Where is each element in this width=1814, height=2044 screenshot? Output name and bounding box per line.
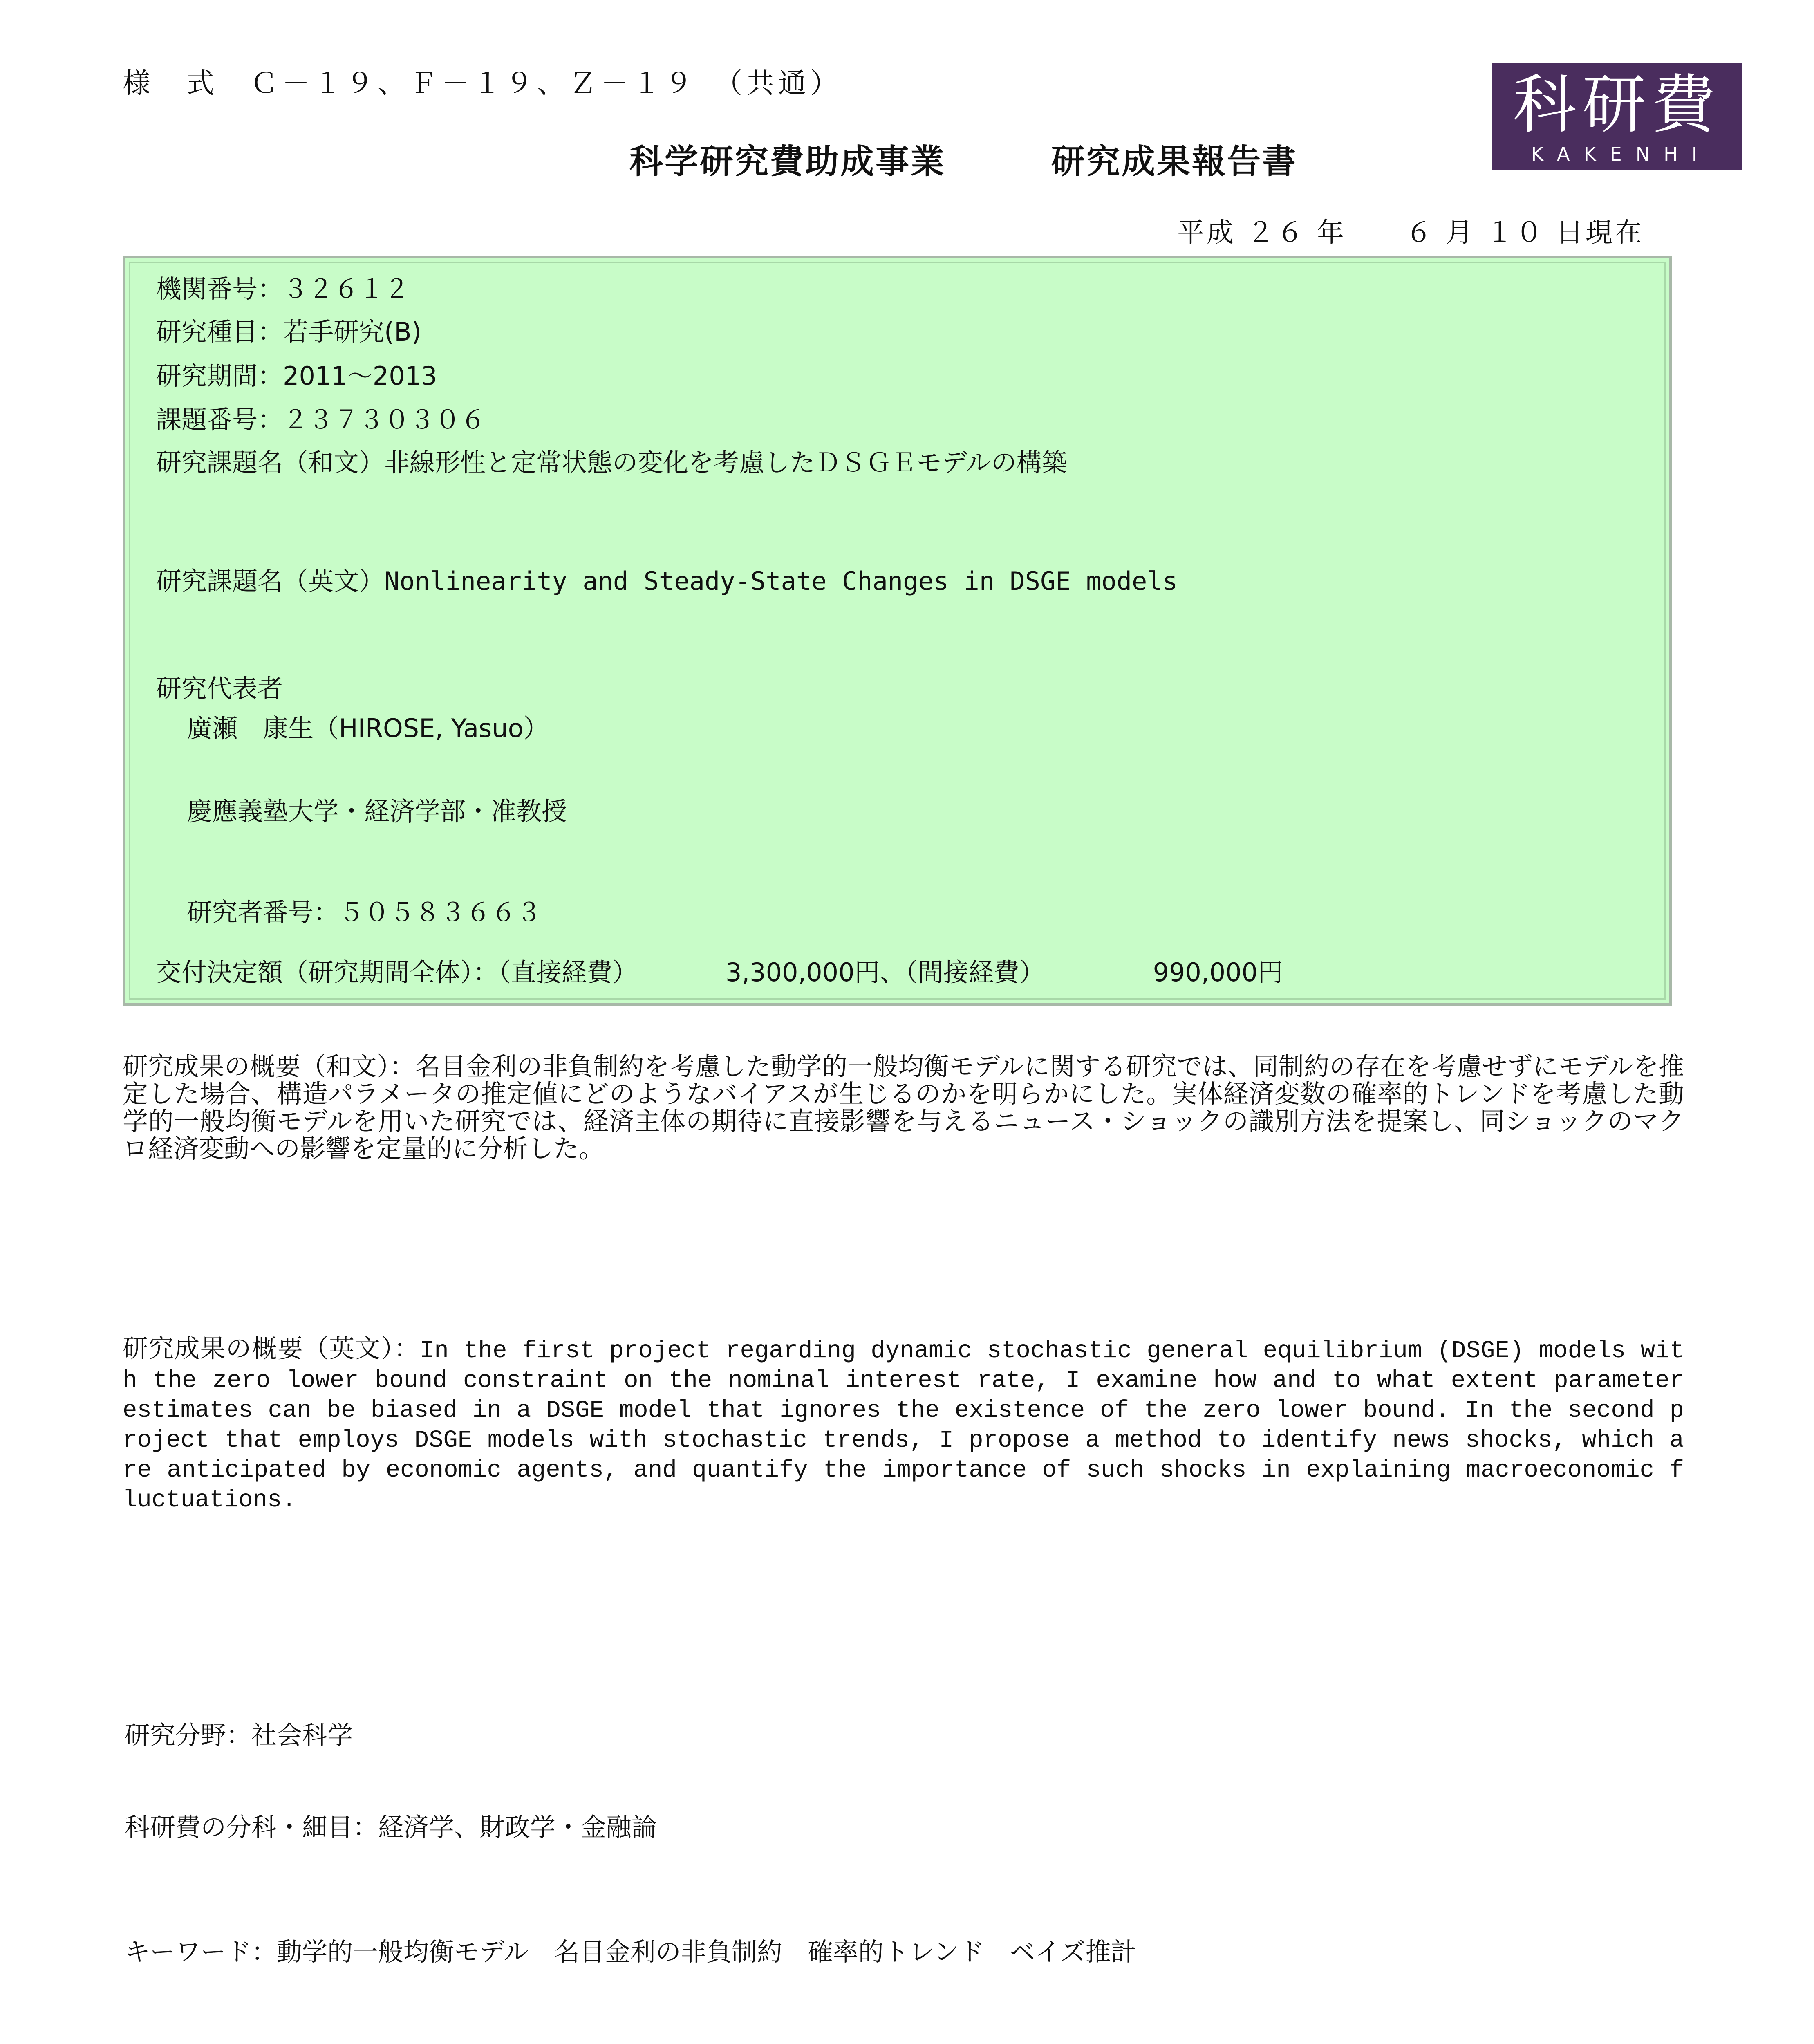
report-date: 平成 ２６ 年 ６ 月 １０ 日現在 xyxy=(1177,217,1644,248)
affiliation: 慶應義塾大学・経済学部・准教授 xyxy=(187,796,567,826)
summary-en-text: In the first project regarding dynamic stochastic general equilibrium (DSGE) models with the zero lower bound constraint on the nominal interest rate, I examine how and to what extent parameter estimates can be biased in a DSGE model that ignores the existence of the zero lower bound. In the second project that employs DSGE models with stochastic trends, I propose a method to identify news shocks, which are anticipated by economic agents, and quantify the importance of such shocks in explaining macroeconomic fluctuations. xyxy=(123,1337,1684,1514)
grant-label: 交付決定額（研究期間全体）：（直接経費） xyxy=(156,957,638,987)
grant-row xyxy=(156,956,1283,989)
project-number-label: 課題番号： xyxy=(156,405,283,435)
summary-en xyxy=(123,1335,1684,1514)
title-ja-label: 研究課題名（和文） xyxy=(156,448,385,477)
research-field-label: 研究分野： xyxy=(125,1720,252,1750)
keywords-label: キーワード： xyxy=(125,1937,277,1967)
summary-ja-text: 名目金利の非負制約を考慮した動学的一般均衡モデルに関する研究では、同制約の存在を考慮せずにモデルを推定した場合、構造パラメータの推定値にどのようなバイアスが生じるのかを明らかにした。実体経済変数の確率的トレンドを考慮した動学的一般均衡モデルを用いた研究では、経済主体の期待に直接影響を与えるニュース・ショックの識別方法を提案し、同ショックのマクロ経済変動への影響を定量的に分析した。 xyxy=(123,1051,1684,1163)
institution-label: 機関番号： xyxy=(156,274,283,304)
kakenhi-logo xyxy=(1492,63,1742,170)
summary-ja xyxy=(123,1053,1684,1162)
researcher-number-label: 研究者番号： xyxy=(187,897,339,927)
grant-indirect: 990,000円 xyxy=(1153,957,1283,987)
title-ja-row xyxy=(156,446,1067,479)
logo-roman: KAKENHI xyxy=(1531,143,1711,165)
title-en-row xyxy=(156,565,1178,598)
keywords-value: 動学的一般均衡モデル 名目金利の非負制約 確率的トレンド ベイズ推計 xyxy=(277,1937,1136,1967)
project-info-box xyxy=(123,256,1672,1006)
researcher-number-value: ５０５８３６６３ xyxy=(339,897,542,927)
logo-kanji: 科研費 xyxy=(1513,67,1721,142)
institution-value: ３２６１２ xyxy=(283,274,410,304)
title-en-label: 研究課題名（英文） xyxy=(156,566,385,596)
form-id: 様 式 Ｃ－１９、Ｆ－１９、Ｚ－１９ （共通） xyxy=(123,67,842,100)
representative-label: 研究代表者 xyxy=(156,674,283,704)
subject-value: 経済学、財政学・金融論 xyxy=(378,1812,657,1842)
period-value: 2011～2013 xyxy=(283,361,437,391)
subject-row xyxy=(125,1807,657,1843)
subject-label: 科研費の分科・細目： xyxy=(125,1812,378,1842)
category-label: 研究種目： xyxy=(156,317,283,347)
representative-name: 廣瀬 康生（HIROSE, Yasuo） xyxy=(187,713,549,743)
project-number-value: ２３７３０３０６ xyxy=(283,405,486,435)
period-row xyxy=(156,360,437,392)
title-en-value: Nonlinearity and Steady-State Changes in DSGE models xyxy=(384,566,1178,596)
category-value: 若手研究(B) xyxy=(283,317,421,347)
researcher-number-row xyxy=(187,896,542,929)
period-label: 研究期間： xyxy=(156,361,283,391)
grant-direct: 3,300,000円 xyxy=(726,957,880,987)
category-row xyxy=(156,316,421,348)
title-ja-value: 非線形性と定常状態の変化を考慮したＤＳＧＥモデルの構築 xyxy=(384,448,1067,477)
summary-ja-label: 研究成果の概要（和文）： xyxy=(123,1051,415,1081)
keywords-row xyxy=(125,1932,1136,1968)
institution-row xyxy=(156,273,410,305)
summary-en-label: 研究成果の概要（英文）： xyxy=(123,1334,420,1363)
report-title: 科学研究費助成事業 研究成果報告書 xyxy=(629,142,1298,181)
research-field-value: 社会科学 xyxy=(251,1720,353,1750)
grant-separator: 、（間接経費） xyxy=(880,957,1045,987)
research-field-row xyxy=(125,1715,353,1751)
project-number-row xyxy=(156,403,486,436)
